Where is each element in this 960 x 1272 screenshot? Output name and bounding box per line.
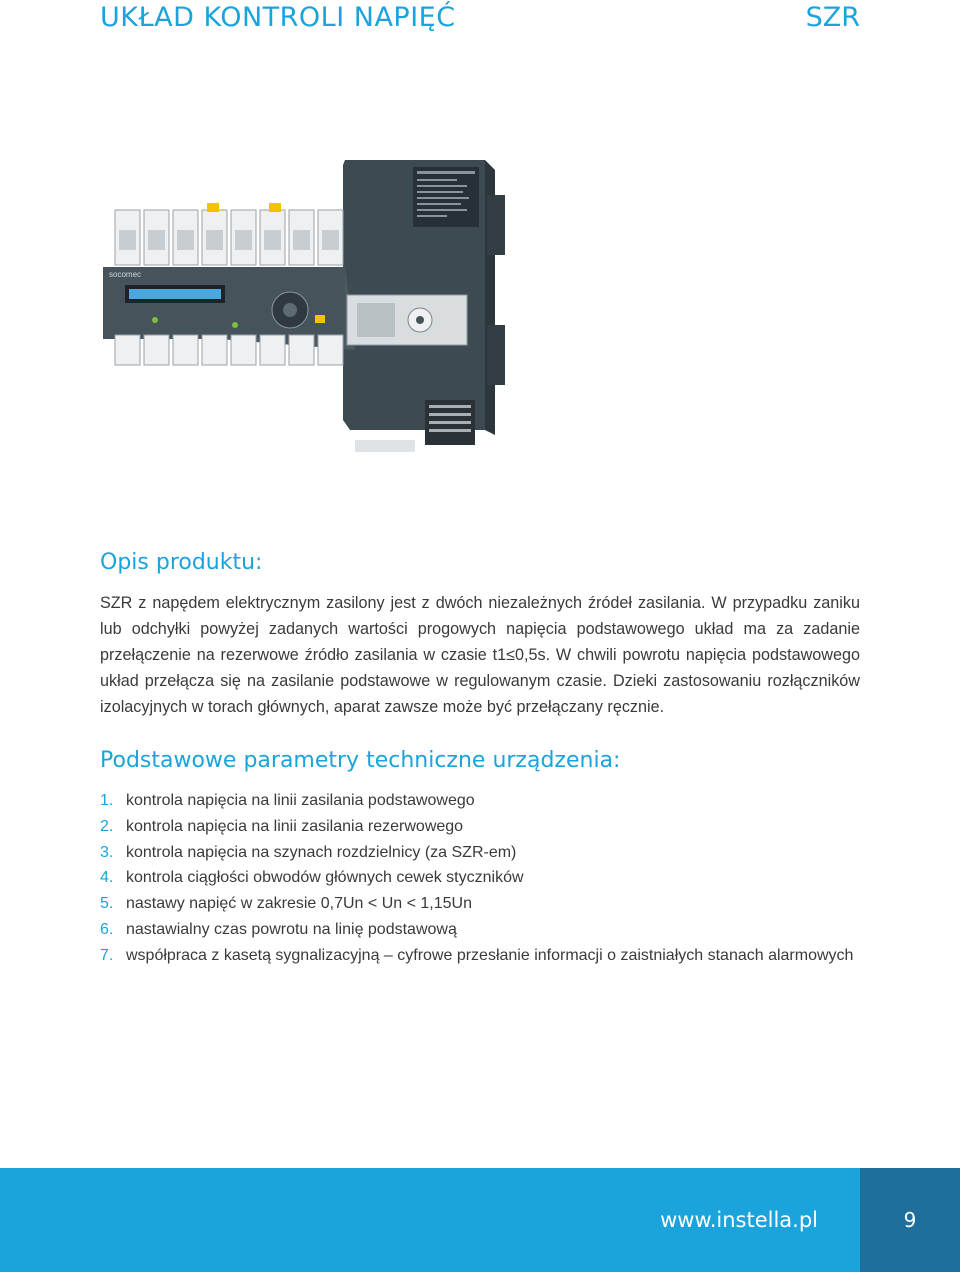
- brand-logo: socomec: [109, 270, 142, 279]
- parameters-heading: Podstawowe parametry techniczne urządzenia:: [100, 748, 621, 773]
- list-item: 4. kontrola ciągłości obwodów głównych cewek styczników: [100, 869, 524, 887]
- parameters-list: [100, 788, 880, 969]
- list-item: 6. nastawialny czas powrotu na linię podstawową: [100, 920, 457, 938]
- list-item: 1. kontrola napięcia na linii zasilania podstawowego: [100, 792, 475, 809]
- website-link[interactable]: www.instella.pl: [660, 1208, 818, 1232]
- footer-bar: [0, 1168, 860, 1272]
- page-number: 9: [860, 1168, 960, 1272]
- list-item: 3. kontrola napięcia na szynach rozdzielnicy (za SZR-em): [100, 843, 517, 861]
- product-image: [95, 155, 515, 475]
- description-heading: Opis produktu:: [100, 550, 263, 575]
- product-code: SZR: [805, 2, 860, 33]
- list-item: 2. kontrola napięcia na linii zasilania rezerwowego: [100, 817, 464, 835]
- list-item: 5. nastawy napięć w zakresie 0,7Un < Un < 1,15Un: [100, 895, 472, 913]
- page-title: UKŁAD KONTROLI NAPIĘĆ: [100, 2, 456, 33]
- list-item: 7. współpraca z kasetą sygnalizacyjną – cyfrowe przesłanie informacji o zaistniałych stanach alarmowych: [100, 946, 854, 964]
- description-text: SZR z napędem elektrycznym zasilony jest z dwóch niezależnych źródeł zasilania. W przypadku zaniku lub odchyłki powyżej zadanych wartości progowych napięcia podstawowego układ ma za zadanie przełączenie na rezerwowe źródło zasilania w czasie t1≤0,5s. W chwili powrotu napięcia podstawowego układ przełącza się na zasilanie podstawowe w regulowanym czasie. Dzieki zastosowaniu rozłączników izolacyjnych w torach głównych, aparat zawsze może być przełączany ręcznie.: [100, 594, 860, 716]
